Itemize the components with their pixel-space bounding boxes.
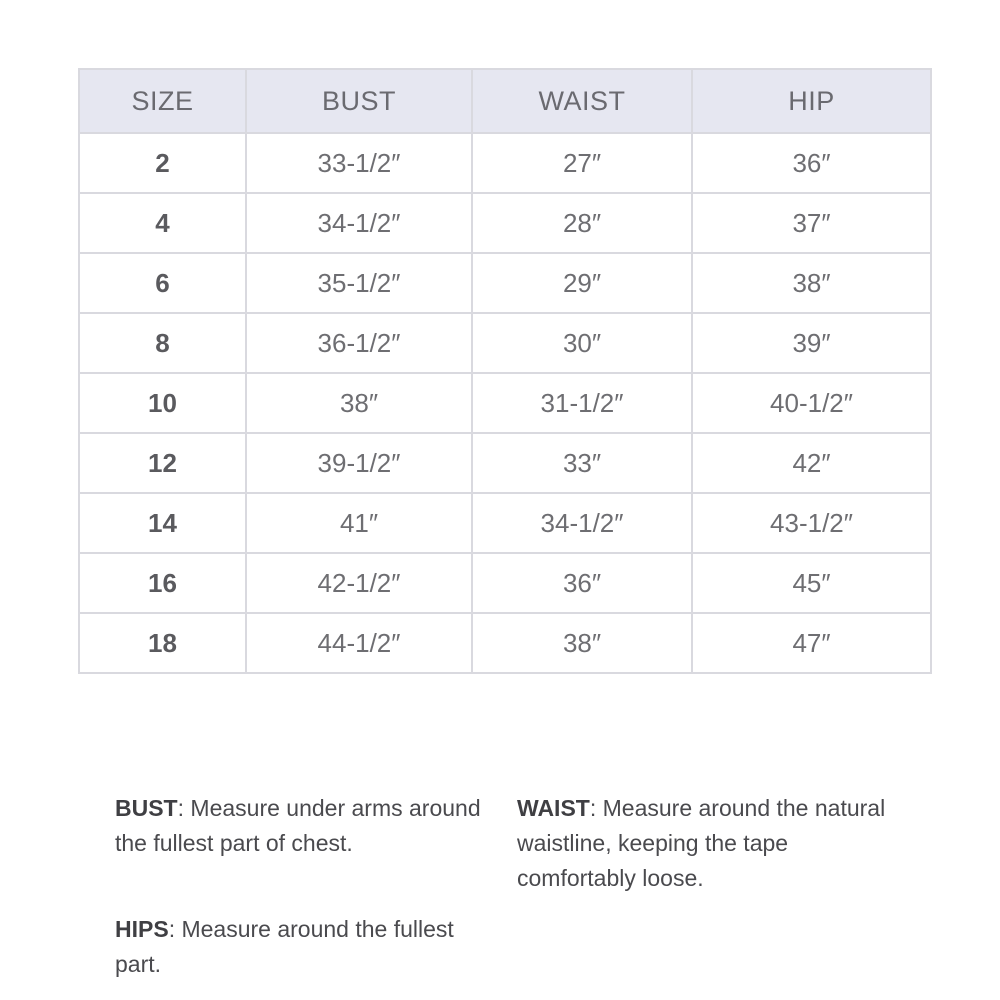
table-row: [79, 493, 931, 553]
waist-cell: 33″: [472, 433, 692, 493]
size-cell: 12: [79, 433, 246, 493]
table-row: [79, 373, 931, 433]
waist-note-text: : Measure around the natural waistline, keeping the tape comfortably loose.: [517, 795, 886, 891]
header-waist: WAIST: [472, 69, 692, 133]
size-cell: 14: [79, 493, 246, 553]
bust-cell: 39-1/2″: [246, 433, 472, 493]
table-row: [79, 553, 931, 613]
waist-cell: 28″: [472, 193, 692, 253]
size-cell: 18: [79, 613, 246, 673]
bust-note-text: : Measure under arms around the fullest part of chest.: [115, 795, 481, 856]
hip-cell: 45″: [692, 553, 931, 613]
bust-cell: 34-1/2″: [246, 193, 472, 253]
size-cell: 6: [79, 253, 246, 313]
table-row: [79, 433, 931, 493]
waist-cell: 30″: [472, 313, 692, 373]
waist-note-term: WAIST: [517, 795, 590, 821]
size-cell: 4: [79, 193, 246, 253]
hip-cell: 38″: [692, 253, 931, 313]
hip-cell: 37″: [692, 193, 931, 253]
hip-cell: 43-1/2″: [692, 493, 931, 553]
bust-cell: 44-1/2″: [246, 613, 472, 673]
bust-cell: 35-1/2″: [246, 253, 472, 313]
size-cell: 10: [79, 373, 246, 433]
waist-cell: 27″: [472, 133, 692, 193]
bust-cell: 41″: [246, 493, 472, 553]
hip-cell: 42″: [692, 433, 931, 493]
header-row: [79, 69, 931, 133]
bust-cell: 42-1/2″: [246, 553, 472, 613]
waist-cell: 31-1/2″: [472, 373, 692, 433]
waist-cell: 38″: [472, 613, 692, 673]
bust-note-term: BUST: [115, 795, 178, 821]
header-bust: BUST: [246, 69, 472, 133]
waist-cell: 34-1/2″: [472, 493, 692, 553]
bust-cell: 36-1/2″: [246, 313, 472, 373]
waist-measure-note: [517, 791, 897, 896]
hip-cell: 47″: [692, 613, 931, 673]
size-cell: 2: [79, 133, 246, 193]
bust-measure-note: [115, 791, 505, 861]
hip-cell: 36″: [692, 133, 931, 193]
table-row: [79, 193, 931, 253]
header-size: SIZE: [79, 69, 246, 133]
size-chart-table: [78, 68, 932, 674]
waist-cell: 36″: [472, 553, 692, 613]
hips-measure-note: [115, 912, 455, 982]
table-body: [79, 133, 931, 673]
size-cell: 16: [79, 553, 246, 613]
table-row: [79, 613, 931, 673]
header-hip: HIP: [692, 69, 931, 133]
hip-cell: 39″: [692, 313, 931, 373]
size-cell: 8: [79, 313, 246, 373]
bust-cell: 38″: [246, 373, 472, 433]
table-row: [79, 253, 931, 313]
hips-note-text: : Measure around the fullest part.: [115, 916, 454, 977]
table-header: [79, 69, 931, 133]
table-row: [79, 133, 931, 193]
hips-note-term: HIPS: [115, 916, 169, 942]
table-row: [79, 313, 931, 373]
waist-cell: 29″: [472, 253, 692, 313]
hip-cell: 40-1/2″: [692, 373, 931, 433]
bust-cell: 33-1/2″: [246, 133, 472, 193]
